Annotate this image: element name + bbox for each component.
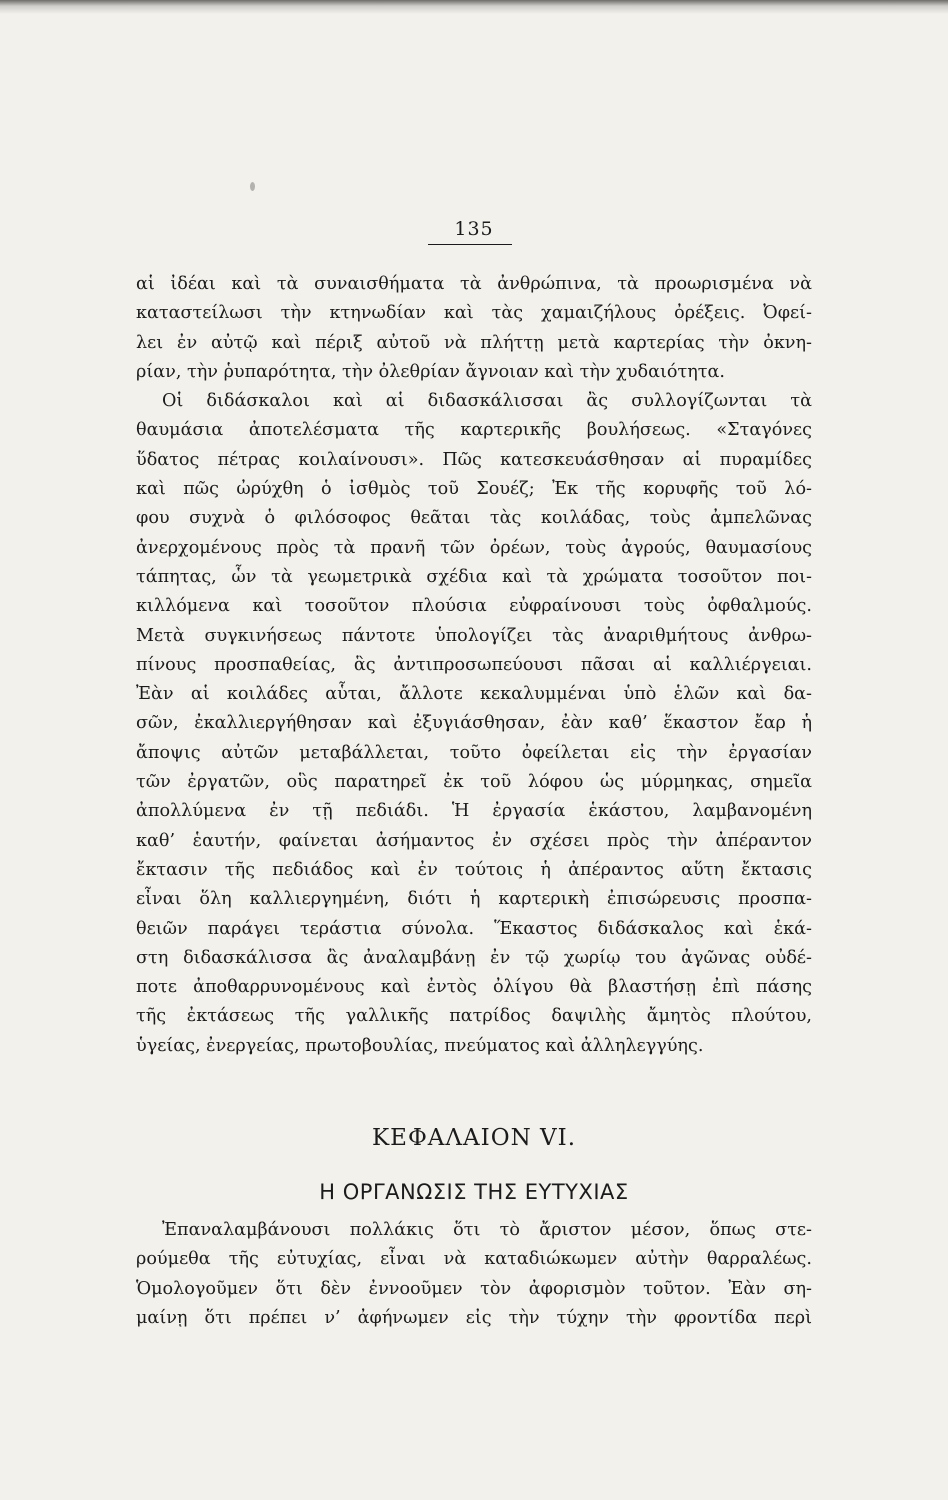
text-line: θειῶν παράγει τεράστια σύνολα. Ἕκαστος διδάσκαλος καὶ ἑκά- — [136, 918, 812, 939]
text-line: θαυμάσια ἀποτελέσματα τῆς καρτερικῆς βουλήσεως. «Σταγόνες — [136, 420, 812, 441]
text-line: πίνους προσπαθείας, ἃς ἀντιπροσωπεύουσι πᾶσαι αἱ καλλιέργειαι. — [136, 654, 812, 675]
text-line: στη διδασκάλισσα ἂς ἀναλαμβάνῃ ἐν τῷ χωρίῳ του ἀγῶνας οὐδέ- — [136, 947, 812, 968]
text-line: τῆς ἐκτάσεως τῆς γαλλικῆς πατρίδος δαψιλὴς ἄμητὸς πλούτου, — [136, 1006, 812, 1027]
text-line: καταστείλωσι τὴν κτηνωδίαν καὶ τὰς χαμαιζήλους ὀρέξεις. Ὀφεί- — [136, 303, 812, 324]
page-number-rule — [428, 244, 512, 245]
text-line: καὶ πῶς ὠρύχθη ὁ ἰσθμὸς τοῦ Σουέζ; Ἐκ τῆς κορυφῆς τοῦ λό- — [136, 479, 812, 500]
text-line: αἱ ἰδέαι καὶ τὰ συναισθήματα τὰ ἀνθρώπινα, τὰ προωρισμένα νὰ — [136, 274, 812, 294]
text-line: τῶν ἐργατῶν, οὓς παρατηρεῖ ἐκ τοῦ λόφου ὡς μύρμηκας, σημεῖα — [136, 772, 812, 793]
text-line: Ἐὰν αἱ κοιλάδες αὗται, ἄλλοτε κεκαλυμμέναι ὑπὸ ἑλῶν καὶ δα- — [136, 684, 812, 705]
paragraph-continued — [136, 270, 812, 1061]
text-line: ποτε ἀποθαρρυνομένους καὶ ἐντὸς ὀλίγου θὰ βλαστήσῃ ἐπὶ πάσης — [136, 977, 812, 998]
text-line: ρούμεθα τῆς εὐτυχίας, εἶναι νὰ καταδιώκωμεν αὐτὴν θαρραλέως. — [136, 1249, 812, 1270]
text-line: ἀνερχομένους πρὸς τὰ πρανῆ τῶν ὀρέων, τοὺς ἀγρούς, θαυμασίους — [136, 537, 812, 558]
text-line: ὑγείας, ἐνεργείας, πρωτοβουλίας, πνεύματος καὶ ἀλληλεγγύης. — [136, 1035, 704, 1056]
text-line: Ἐπαναλαμβάνουσι πολλάκις ὅτι τὸ ἄριστον μέσον, ὅπως στε- — [162, 1220, 812, 1240]
text-line: καθ’ ἑαυτήν, φαίνεται ἀσήμαντος ἐν σχέσει πρὸς τὴν ἀπέραντον — [136, 830, 812, 851]
chapter-title: Η ΟΡΓΑΝΩΣΙΣ ΤΗΣ ΕΥΤΥΧΙΑΣ — [319, 1180, 629, 1204]
page-number: 135 — [454, 218, 494, 240]
text-line: Μετὰ συγκινήσεως πάντοτε ὑπολογίζει τὰς ἀναριθμήτους ἀνθρω- — [136, 625, 812, 646]
ink-speck — [250, 182, 255, 191]
text-line: φου συχνὰ ὁ φιλόσοφος θεᾶται τὰς κοιλάδας, τοὺς ἀμπελῶνας — [136, 508, 812, 529]
text-line: Οἱ διδάσκαλοι καὶ αἱ διδασκάλισσαι ἂς συλλογίζωνται τὰ — [162, 391, 812, 412]
text-line: ἄποψις αὐτῶν μεταβάλλεται, τοῦτο ὀφείλεται εἰς τὴν ἐργασίαν — [136, 742, 812, 763]
text-line: τάπητας, ὧν τὰ γεωμετρικὰ σχέδια καὶ τὰ χρώματα τοσοῦτον ποι- — [136, 566, 812, 587]
paragraph-chapter-opening — [136, 1216, 812, 1333]
text-line: λει ἐν αὐτῷ καὶ πέριξ αὐτοῦ νὰ πλήττῃ μετὰ καρτερίας τὴν ὀκνη- — [136, 332, 812, 353]
chapter-heading: ΚΕΦΑΛΑΙΟΝ VI. — [371, 1125, 577, 1151]
text-line: κιλλόμενα καὶ τοσοῦτον πλούσια εὐφραίνουσι τοὺς ὀφθαλμούς. — [136, 596, 812, 617]
text-line: μαίνῃ ὅτι πρέπει ν’ ἀφήνωμεν εἰς τὴν τύχην τὴν φροντίδα περὶ — [136, 1307, 812, 1328]
text-line: ρίαν, τὴν ῥυπαρότητα, τὴν ὀλεθρίαν ἄγνοιαν καὶ τὴν χυδαιότητα. — [136, 361, 725, 382]
text-line: εἶναι ὅλη καλλιεργημένη, διότι ἡ καρτερικὴ ἐπισώρευσις προσπα- — [136, 889, 812, 910]
text-line: ἀπολλύμενα ἐν τῇ πεδιάδι. Ἡ ἐργασία ἑκάστου, λαμβανομένη — [136, 801, 812, 822]
text-line: ὕδατος πέτρας κοιλαίνουσι». Πῶς κατεσκευάσθησαν αἱ πυραμίδες — [136, 449, 812, 470]
text-line: ἔκτασιν τῆς πεδιάδος καὶ ἐν τούτοις ἡ ἀπέραντος αὕτη ἔκτασις — [136, 859, 812, 880]
text-line: σῶν, ἐκαλλιεργήθησαν καὶ ἐξυγιάσθησαν, ἐὰν καθ’ ἕκαστον ἔαρ ἡ — [136, 713, 812, 734]
text-line: Ὁμολογοῦμεν ὅτι δὲν ἐννοοῦμεν τὸν ἀφορισμὸν τοῦτον. Ἐὰν ση- — [136, 1278, 812, 1299]
